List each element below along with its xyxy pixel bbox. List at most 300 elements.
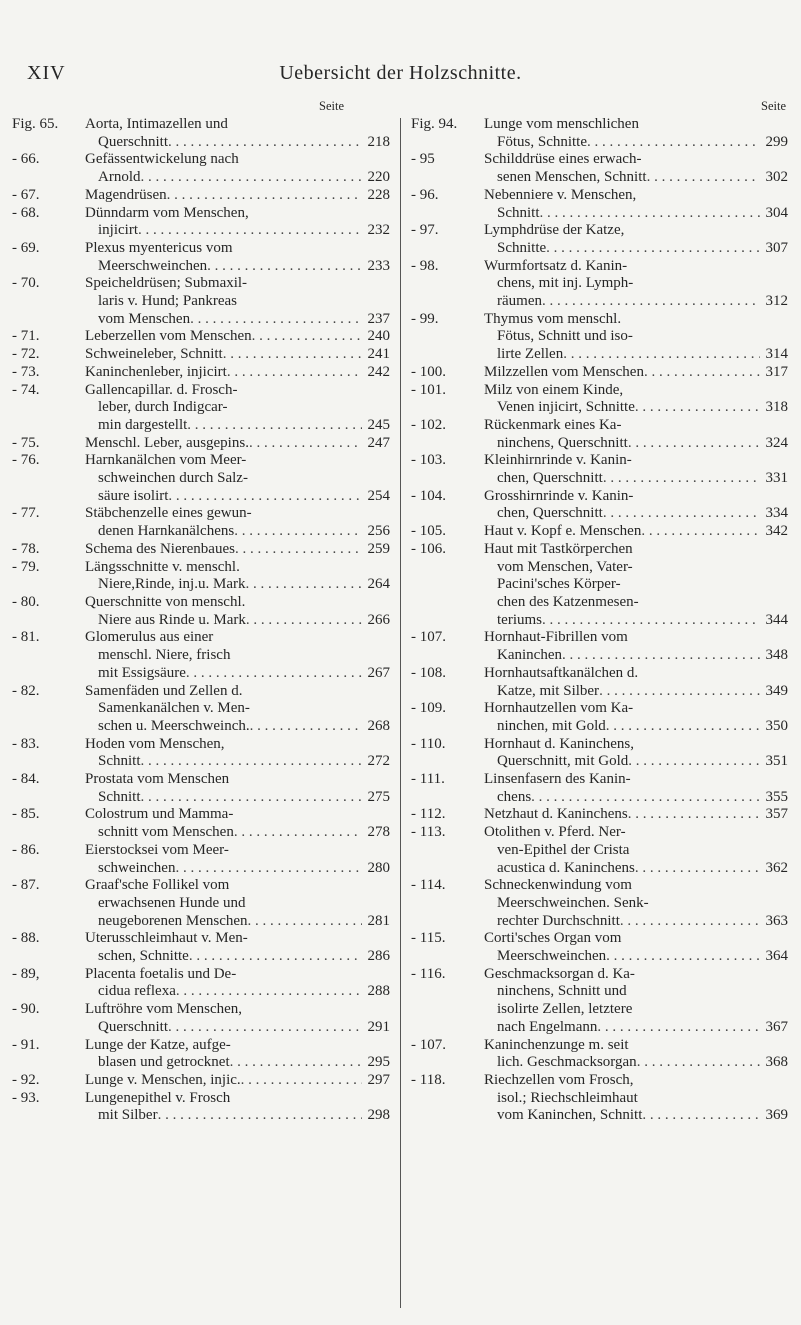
description-last-line	[484, 753, 788, 771]
figure-description	[85, 877, 390, 930]
figure-number: - 81.	[12, 629, 40, 646]
description-text: min dargestellt	[98, 416, 188, 433]
dot-leader	[628, 806, 760, 824]
description-line: ven-Epithel der Crista	[497, 841, 630, 858]
figure-number: - 118.	[411, 1071, 446, 1088]
description-last-line	[85, 488, 390, 506]
description-line: isolirte Zellen, letztere	[497, 1001, 633, 1018]
figure-number: - 82.	[12, 682, 40, 699]
figure-entry	[12, 541, 390, 559]
description-line: Fötus, Schnitt und iso-	[497, 328, 633, 345]
description-last-line	[484, 1019, 788, 1037]
figure-number: - 105.	[411, 523, 446, 540]
figure-description	[484, 488, 788, 523]
page-reference: 288	[367, 983, 390, 1000]
figure-entry	[12, 364, 390, 382]
dot-leader	[546, 240, 760, 258]
description-last-line	[484, 364, 788, 382]
description-last-line	[85, 1054, 390, 1072]
dot-leader	[168, 134, 362, 152]
description-line: Uterusschleimhaut v. Men-	[85, 930, 248, 947]
description-text: chens	[497, 788, 532, 805]
figure-number: - 106.	[411, 540, 446, 557]
figure-number: - 102.	[411, 416, 446, 433]
description-line: Hornhautsaftkanälchen d.	[484, 664, 639, 681]
description-last-line	[484, 523, 788, 541]
description-last-line	[85, 435, 390, 453]
dot-leader	[635, 860, 760, 878]
dot-leader	[531, 789, 760, 807]
figure-description	[85, 736, 390, 771]
description-last-line	[484, 470, 788, 488]
description-line: Plexus myentericus vom	[85, 239, 233, 256]
description-text: Kaninchen	[497, 647, 562, 664]
figure-entry	[12, 966, 390, 1001]
description-last-line	[484, 169, 788, 187]
figure-description	[85, 771, 390, 806]
description-line: Riechzellen vom Frosch,	[484, 1071, 634, 1088]
figure-description	[85, 842, 390, 877]
figure-description	[484, 116, 788, 151]
description-text: schen, Schnitte	[98, 948, 189, 965]
page-reference: 369	[765, 1107, 788, 1124]
page-reference: 240	[367, 328, 390, 345]
description-line: Graaf'sche Follikel vom	[85, 877, 230, 894]
dot-leader	[248, 913, 362, 931]
description-last-line	[484, 240, 788, 258]
figure-description	[484, 258, 788, 311]
description-line: erwachsenen Hunde und	[98, 894, 246, 911]
description-line: Luftröhre vom Menschen,	[85, 1001, 243, 1018]
description-last-line	[85, 948, 390, 966]
page-reference: 314	[765, 346, 788, 363]
description-last-line	[484, 346, 788, 364]
description-text: vom Menschen	[98, 310, 191, 327]
index-column-left	[12, 96, 390, 1125]
figure-entry	[411, 116, 788, 151]
description-line: Lunge vom menschlichen	[484, 116, 639, 132]
description-text: cidua reflexa	[98, 983, 176, 1000]
description-line: Eierstocksei vom Meer-	[85, 841, 229, 858]
figure-entry	[12, 736, 390, 771]
dot-leader	[235, 541, 362, 559]
description-line: Glomerulus aus einer	[85, 629, 214, 646]
figure-number: - 107.	[411, 629, 446, 646]
description-line: ninchens, Schnitt und	[497, 983, 627, 1000]
figure-description	[85, 346, 390, 364]
dot-leader	[628, 753, 760, 771]
description-last-line	[85, 523, 390, 541]
page-reference: 247	[367, 434, 390, 451]
seite-label: Seite	[319, 99, 344, 113]
description-text: mit Essigsäure	[98, 664, 186, 681]
figure-number: - 79.	[12, 558, 40, 575]
description-last-line	[484, 612, 788, 630]
figure-number: - 67.	[12, 186, 40, 203]
figure-description	[484, 222, 788, 257]
figure-entry	[12, 771, 390, 806]
description-text: Magendrüsen	[85, 186, 167, 203]
page-reference: 232	[367, 222, 390, 239]
figure-number: - 70.	[12, 275, 40, 292]
description-text: schnitt vom Menschen	[98, 824, 234, 841]
page-reference: 267	[367, 664, 390, 681]
description-line: Aorta, Intimazellen und	[85, 116, 228, 132]
figure-entry	[411, 488, 788, 523]
page-reference: 342	[765, 523, 788, 540]
description-text: Netzhaut d. Kaninchens	[484, 806, 628, 823]
figure-description	[484, 629, 788, 664]
description-line: Hornhaut-Fibrillen vom	[484, 629, 628, 646]
dot-leader	[176, 983, 362, 1001]
description-line: Hoden vom Menschen,	[85, 735, 225, 752]
dot-leader	[542, 612, 760, 630]
description-text: senen Menschen, Schnitt	[497, 169, 647, 186]
description-line: Querschnitte von menschl.	[85, 593, 246, 610]
description-text: Querschnitt	[98, 1018, 168, 1035]
figure-number: - 112.	[411, 806, 446, 823]
description-text: Schnitt	[98, 753, 141, 770]
figure-entry	[12, 151, 390, 186]
description-text: räumen	[497, 293, 542, 310]
page-title: Uebersicht der Holzschnitte.	[279, 62, 522, 84]
dot-leader	[603, 505, 760, 523]
description-line: Harnkanälchen vom Meer-	[85, 452, 247, 469]
description-last-line	[85, 328, 390, 346]
description-last-line	[484, 1054, 788, 1072]
figure-description	[85, 541, 390, 559]
figure-number: - 66.	[12, 151, 40, 168]
description-last-line	[85, 258, 390, 276]
figure-number: - 111.	[411, 771, 445, 788]
dot-leader	[141, 789, 362, 807]
description-last-line	[85, 576, 390, 594]
description-last-line	[85, 860, 390, 878]
description-text: mit Silber	[98, 1107, 158, 1124]
description-text: chen, Querschnitt	[497, 470, 603, 487]
dot-leader	[227, 364, 362, 382]
figure-description	[85, 151, 390, 186]
figure-entry	[411, 364, 788, 382]
description-line: Meerschweinchen. Senk-	[497, 894, 649, 911]
dot-leader	[647, 169, 760, 187]
description-text: nach Engelmann	[497, 1018, 598, 1035]
figure-description	[85, 1072, 390, 1090]
figure-number: - 72.	[12, 346, 40, 363]
figure-description	[85, 1001, 390, 1036]
figure-number: - 116.	[411, 965, 446, 982]
description-last-line	[484, 789, 788, 807]
description-text: Schnitt	[98, 788, 141, 805]
figure-entry	[12, 683, 390, 736]
figure-number: - 80.	[12, 593, 40, 610]
description-last-line	[85, 134, 390, 152]
figure-number: - 96.	[411, 186, 439, 203]
description-last-line	[85, 417, 390, 435]
description-text: Arnold	[98, 169, 141, 186]
figure-number: - 107.	[411, 1036, 446, 1053]
dot-leader	[597, 1019, 760, 1037]
dot-leader	[168, 488, 362, 506]
figure-entry	[411, 736, 788, 771]
description-line: Corti'sches Organ vom	[484, 930, 622, 947]
dot-leader	[635, 399, 760, 417]
dot-leader	[644, 364, 760, 382]
dot-leader	[250, 718, 362, 736]
description-text: Querschnitt	[98, 133, 168, 150]
description-text: teriums	[497, 611, 542, 628]
page-reference: 297	[367, 1071, 390, 1088]
description-line: Rückenmark eines Ka-	[484, 416, 622, 433]
description-line: schweinchen durch Salz-	[98, 470, 248, 487]
dot-leader	[603, 470, 760, 488]
figure-entry	[12, 382, 390, 435]
description-last-line	[484, 860, 788, 878]
dot-leader	[158, 1107, 362, 1125]
dot-leader	[642, 1107, 760, 1125]
dot-leader	[168, 1019, 362, 1037]
description-last-line	[85, 346, 390, 364]
figure-number: - 101.	[411, 381, 446, 398]
figure-entry	[411, 417, 788, 452]
description-text: Haut v. Kopf e. Menschen	[484, 523, 642, 540]
figure-description	[484, 736, 788, 771]
figure-number: - 69.	[12, 239, 40, 256]
page-reference: 233	[367, 257, 390, 274]
description-line: chen des Katzenmesen-	[497, 593, 639, 610]
figure-description	[484, 151, 788, 186]
dot-leader	[563, 346, 760, 364]
description-line: Hornhautzellen vom Ka-	[484, 700, 634, 717]
dot-leader	[606, 948, 760, 966]
figure-entry	[12, 806, 390, 841]
page-reference: 364	[765, 948, 788, 965]
figure-description	[484, 382, 788, 417]
dot-leader	[138, 222, 362, 240]
figure-entry	[12, 435, 390, 453]
description-text: Leberzellen vom Menschen	[85, 328, 252, 345]
figure-entry	[411, 541, 788, 630]
dot-leader	[241, 1072, 362, 1090]
figure-description	[484, 665, 788, 700]
description-text: schweinchen	[98, 859, 176, 876]
dot-leader	[187, 417, 362, 435]
description-text: Menschl. Leber, ausgepins.	[85, 434, 249, 451]
figure-number: - 93.	[12, 1089, 40, 1106]
page-reference: 344	[765, 611, 788, 628]
description-line: Nebenniere v. Menschen,	[484, 186, 637, 203]
figure-entry	[12, 205, 390, 240]
page-reference: 307	[765, 239, 788, 256]
description-line: Linsenfasern des Kanin-	[484, 771, 631, 788]
figure-description	[85, 364, 390, 382]
description-last-line	[484, 134, 788, 152]
figure-description	[85, 629, 390, 682]
figure-entry	[411, 1037, 788, 1072]
description-last-line	[484, 683, 788, 701]
figure-description	[484, 541, 788, 630]
description-last-line	[85, 824, 390, 842]
page-reference: 254	[367, 487, 390, 504]
description-last-line	[484, 718, 788, 736]
figure-entry	[411, 222, 788, 257]
figure-entry	[12, 594, 390, 629]
page-reference: 350	[765, 717, 788, 734]
figure-description	[85, 328, 390, 346]
figure-description	[484, 311, 788, 364]
description-line: Kleinhirnrinde v. Kanin-	[484, 452, 632, 469]
figure-entry	[12, 275, 390, 328]
description-last-line	[85, 913, 390, 931]
figure-number: - 71.	[12, 328, 40, 345]
figure-number: Fig. 94.	[411, 116, 458, 132]
description-text: schen u. Meerschweinch.	[98, 717, 250, 734]
dot-leader	[628, 435, 760, 453]
figure-description	[85, 930, 390, 965]
figure-entry	[411, 700, 788, 735]
dot-leader	[167, 187, 362, 205]
figure-entry	[12, 328, 390, 346]
description-text: Meerschweinchen	[98, 257, 208, 274]
description-text: Lunge v. Menschen, injic.	[85, 1071, 241, 1088]
description-text: Kaninchenleber, injicirt	[85, 363, 227, 380]
description-line: vom Menschen, Vater-	[497, 558, 633, 575]
page-reference: 351	[765, 753, 788, 770]
figure-description	[85, 435, 390, 453]
description-line: Hornhaut d. Kaninchens,	[484, 735, 634, 752]
description-line: Gefässentwickelung nach	[85, 151, 239, 168]
figure-number: - 103.	[411, 452, 446, 469]
figure-entry	[411, 187, 788, 222]
figure-entry	[411, 311, 788, 364]
figure-description	[484, 824, 788, 877]
figure-description	[85, 205, 390, 240]
figure-description	[484, 1072, 788, 1125]
description-text: chen, Querschnitt	[497, 505, 603, 522]
dot-leader	[540, 205, 760, 223]
description-line: menschl. Niere, frisch	[98, 647, 231, 664]
figure-entry	[12, 559, 390, 594]
figure-number: - 86.	[12, 841, 40, 858]
figure-description	[484, 700, 788, 735]
figure-entry	[12, 452, 390, 505]
page-reference: 348	[765, 647, 788, 664]
description-last-line	[85, 983, 390, 1001]
figure-entry	[12, 629, 390, 682]
page-reference: 324	[765, 434, 788, 451]
figure-description	[484, 771, 788, 806]
page-reference: 291	[367, 1018, 390, 1035]
dot-leader	[249, 435, 362, 453]
description-text: denen Harnkanälchens	[98, 523, 235, 540]
page-reference: 318	[765, 399, 788, 416]
page-reference: 298	[367, 1107, 390, 1124]
description-text: ninchen, mit Gold	[497, 717, 606, 734]
description-last-line	[85, 612, 390, 630]
dot-leader	[175, 860, 362, 878]
description-last-line	[85, 789, 390, 807]
description-line: Lungenepithel v. Frosch	[85, 1089, 231, 1106]
description-line: Milz von einem Kinde,	[484, 381, 624, 398]
page-reference: 312	[765, 293, 788, 310]
page-reference: 280	[367, 859, 390, 876]
page-reference: 242	[367, 363, 390, 380]
page-reference: 245	[367, 416, 390, 433]
description-last-line	[484, 948, 788, 966]
page-reference: 363	[765, 912, 788, 929]
figure-description	[85, 505, 390, 540]
dot-leader	[252, 328, 362, 346]
figure-entry	[12, 1090, 390, 1125]
figure-entry	[411, 806, 788, 824]
figure-number: - 92.	[12, 1071, 40, 1088]
figure-number: - 74.	[12, 381, 40, 398]
figure-entry	[411, 523, 788, 541]
figure-entry	[12, 1037, 390, 1072]
description-last-line	[484, 1107, 788, 1125]
description-line: Samenfäden und Zellen d.	[85, 682, 243, 699]
figure-number: - 83.	[12, 735, 40, 752]
figure-entry	[411, 665, 788, 700]
description-last-line	[85, 222, 390, 240]
description-last-line	[484, 293, 788, 311]
figure-entry	[411, 258, 788, 311]
description-text: injicirt	[98, 222, 138, 239]
figure-description	[484, 806, 788, 824]
figure-number: Fig. 65.	[12, 116, 59, 132]
description-line: Otolithen v. Pferd. Ner-	[484, 824, 626, 841]
figure-description	[484, 1037, 788, 1072]
dot-leader	[190, 311, 362, 329]
figure-description	[85, 187, 390, 205]
figure-number: - 77.	[12, 505, 40, 522]
description-line: Geschmacksorgan d. Ka-	[484, 965, 635, 982]
figure-number: - 88.	[12, 930, 40, 947]
figure-description	[85, 240, 390, 275]
page-reference: 334	[765, 505, 788, 522]
figure-number: - 108.	[411, 664, 446, 681]
dot-leader	[189, 948, 362, 966]
dot-leader	[246, 612, 362, 630]
description-text: lirte Zellen	[497, 346, 564, 363]
dot-leader	[606, 718, 760, 736]
description-text: Fötus, Schnitte	[497, 133, 588, 150]
figure-entry	[411, 877, 788, 930]
figure-number: - 68.	[12, 204, 40, 221]
figure-description	[85, 116, 390, 151]
description-last-line	[85, 169, 390, 187]
figure-description	[85, 382, 390, 435]
page-reference: 349	[765, 682, 788, 699]
figure-number: - 100.	[411, 363, 446, 380]
page-reference: 268	[367, 717, 390, 734]
description-line: Thymus vom menschl.	[484, 310, 622, 327]
description-text: blasen und getrocknet	[98, 1054, 230, 1071]
description-line: Lunge der Katze, aufge-	[85, 1036, 231, 1053]
figure-number: - 73.	[12, 363, 40, 380]
figure-number: - 90.	[12, 1001, 40, 1018]
figure-description	[484, 364, 788, 382]
page-reference: 259	[367, 540, 390, 557]
figure-number: - 114.	[411, 877, 446, 894]
description-line: Lymphdrüse der Katze,	[484, 222, 625, 239]
description-line: chens, mit inj. Lymph-	[497, 275, 634, 292]
description-last-line	[85, 718, 390, 736]
figure-entry	[12, 1072, 390, 1090]
figure-description	[85, 452, 390, 505]
seite-label: Seite	[761, 99, 786, 113]
figure-description	[85, 594, 390, 629]
